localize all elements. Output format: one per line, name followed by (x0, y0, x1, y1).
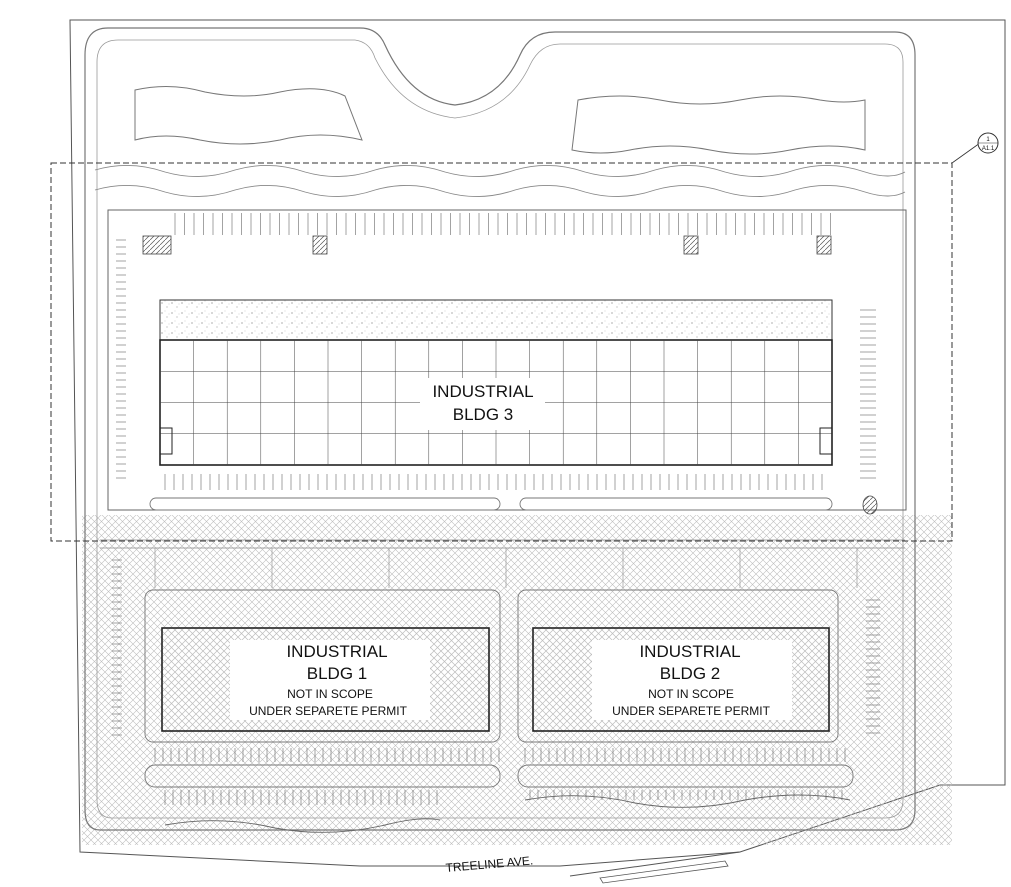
treeline-ave-median (600, 861, 728, 883)
bldg3-label-line2: BLDG 3 (452, 405, 514, 424)
bldg2-label-line4: UNDER SEPARETE PERMIT (612, 704, 770, 718)
south-island (150, 498, 500, 510)
enclosure-pad (817, 236, 831, 254)
bldg2-label-line2: BLDG 2 (659, 664, 721, 683)
south-island (520, 498, 832, 510)
bldg3-dock-apron (160, 300, 832, 340)
treeline-ave-curb (570, 852, 740, 876)
north-island-left (135, 86, 362, 144)
bldg2-label-line1: INDUSTRIAL (639, 642, 741, 661)
enclosure-pad (684, 236, 698, 254)
bldg2-label-line3: NOT IN SCOPE (648, 687, 734, 701)
bldg1-label-line3: NOT IN SCOPE (287, 687, 373, 701)
north-drive-wave-2 (95, 185, 905, 196)
street-name: TREELINE AVE. (445, 853, 534, 875)
north-trailer-stalls (175, 213, 831, 235)
bldg1-label-line1: INDUSTRIAL (286, 642, 388, 661)
south-trailer-stalls (165, 474, 822, 490)
enclosure-pad (143, 236, 171, 254)
enclosure-pad (313, 236, 327, 254)
bldg1-label-line2: BLDG 1 (306, 664, 368, 683)
bldg1-label-line4: UNDER SEPARETE PERMIT (249, 704, 407, 718)
north-drive-wave-1 (95, 165, 905, 176)
bldg3-label-line1: INDUSTRIAL (432, 382, 534, 401)
callout-number: 1 (986, 137, 990, 143)
callout-sheet: A1.1 (981, 146, 995, 152)
planter-circle (863, 496, 877, 514)
north-island-right (572, 96, 865, 154)
